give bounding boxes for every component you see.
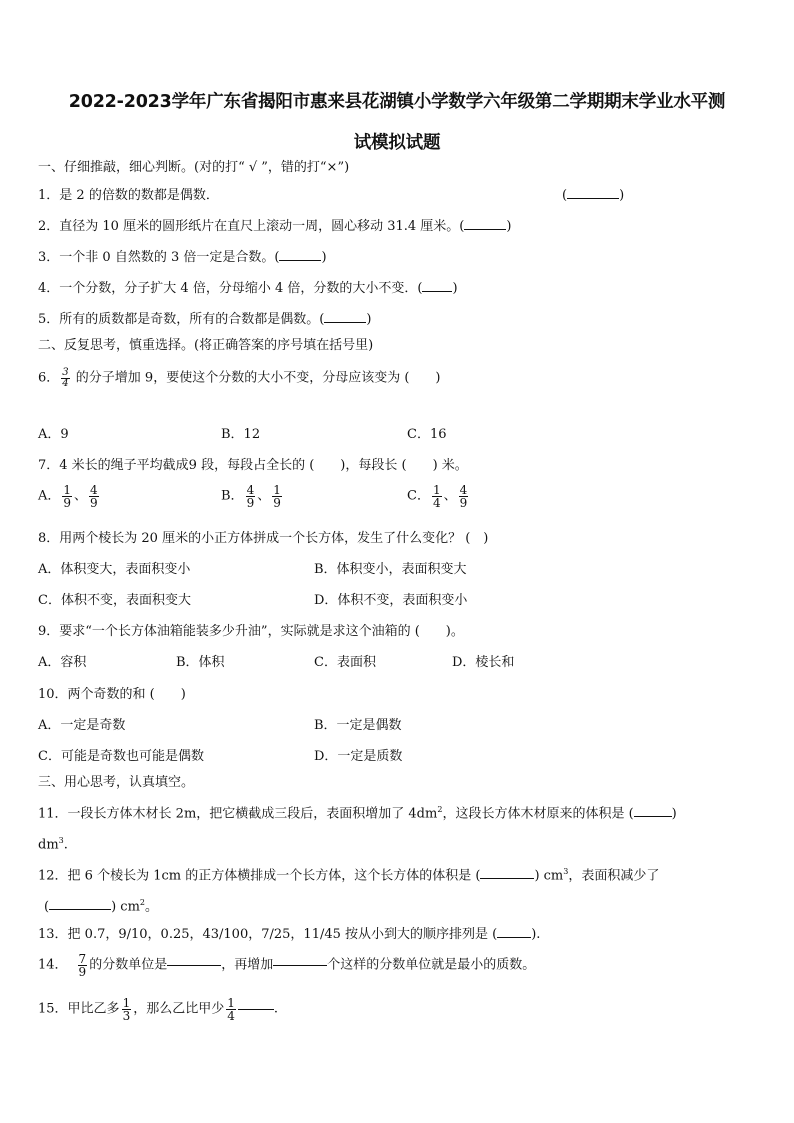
q5-number: 5．	[38, 312, 60, 327]
q7-option-b[interactable]	[221, 484, 284, 509]
q6-option-a[interactable]: A．9	[38, 427, 69, 442]
q15-fraction-2	[226, 997, 236, 1022]
q12-number: 12．	[38, 868, 68, 884]
q6-option-b[interactable]: B．12	[221, 427, 261, 442]
q4-number: 4．	[38, 281, 60, 296]
q10-option-d[interactable]: D．一定是质数	[314, 749, 403, 764]
q7-a-f1-denominator: 9	[63, 496, 72, 510]
q14-number: 14．	[38, 957, 68, 973]
q14-fraction-denominator: 9	[78, 965, 87, 979]
q14-fraction	[78, 953, 88, 978]
question-9	[38, 623, 464, 641]
q15-f2-denominator: 4	[227, 1009, 235, 1023]
q10-option-a[interactable]: A．一定是奇数	[38, 718, 126, 733]
q7-a-f2-denominator: 9	[90, 496, 98, 510]
question-8	[38, 530, 488, 548]
q7-option-b-label: B．	[221, 488, 244, 504]
q7-c-f1-numerator: 1	[432, 483, 441, 497]
q13-text: 把 0.7，9/10，0.25，43/100，7/25，11/45 按从小到大的顺序排列是 (	[67, 927, 498, 942]
question-2	[38, 218, 511, 236]
q7-b-fraction-1	[246, 484, 256, 509]
question-14	[38, 953, 535, 978]
question-3	[38, 249, 327, 267]
q1-number: 1．	[38, 188, 60, 203]
question-6	[38, 368, 440, 389]
q6-fraction	[61, 368, 69, 389]
q15-f1-numerator: 1	[122, 996, 131, 1010]
q11-text-2: ，这段长方体木材原来的体积是 (	[442, 806, 634, 822]
q12-text: 把 6 个棱长为 1cm 的正方体横排成一个长方体，这个长方体的体积是 (	[67, 868, 481, 884]
q11-number: 11．	[38, 806, 68, 822]
q15-fraction-1	[122, 997, 132, 1022]
section1-heading: 一、仔细推敲，细心判断。(对的打“ √ ”，错的打“×”)	[38, 160, 350, 175]
q13-number: 13．	[38, 927, 68, 942]
q12-line-2	[44, 894, 158, 916]
q5-text: 所有的质数都是奇数，所有的合数都是偶数。(	[59, 312, 325, 327]
q14-answer-blank-2[interactable]	[273, 965, 327, 966]
q6-option-c[interactable]: C．16	[407, 427, 447, 442]
q7-c-f2-numerator: 4	[459, 483, 468, 497]
q11-unit-tail: .	[63, 837, 68, 853]
q8-number: 8．	[38, 531, 60, 546]
q7-a-f1-numerator: 1	[63, 483, 72, 497]
question-13	[38, 926, 540, 944]
q6-fraction-denominator: 4	[62, 378, 69, 389]
q11-unit-superscript: 3	[58, 836, 64, 845]
question-10	[38, 686, 186, 704]
q15-text: 甲比乙多	[67, 1001, 120, 1017]
q7-c-separator: 、	[443, 488, 457, 504]
q9-option-c[interactable]: C．表面积	[314, 655, 376, 670]
q7-option-c-label: C．	[407, 488, 430, 504]
q3-answer-blank[interactable]	[279, 260, 321, 261]
q1-text: 是 2 的倍数的数都是偶数．	[59, 188, 219, 203]
q9-option-d[interactable]: D．棱长和	[452, 655, 515, 670]
q14-text-2: ，再增加	[221, 957, 274, 973]
q2-paren-close: )	[506, 219, 512, 234]
q13-paren-close: ).	[531, 927, 541, 942]
question-12	[38, 863, 659, 885]
section2-heading: 二、反复思考，慎重选择。(将正确答案的序号填在括号里)	[38, 338, 374, 353]
question-1	[38, 187, 219, 205]
q1-paren-open: (	[562, 188, 568, 203]
q7-b-f2-denominator: 9	[273, 496, 281, 510]
q8-option-b[interactable]: B．体积变小，表面积变大	[314, 562, 467, 577]
q9-text: 要求“一个长方体油箱能装多少升油”，实际就是求这个油箱的 ( )。	[59, 624, 464, 639]
q3-text: 一个非 0 自然数的 3 倍一定是合数。(	[59, 250, 280, 265]
q7-b-f2-numerator: 1	[273, 483, 281, 497]
q12-unit-2: ) cm	[111, 899, 140, 915]
q2-text: 直径为 10 厘米的圆形纸片在直尺上滚动一周，圆心移动 31.4 厘米。(	[59, 219, 465, 234]
q12-text-2: ，表面积减少了	[568, 868, 660, 884]
q7-a-fraction-1	[62, 484, 72, 509]
q3-paren-close: )	[321, 250, 327, 265]
q7-text: 4 米长的绳子平均截成9 段，每段占全长的 ( )，每段长 ( ) 米。	[59, 458, 468, 473]
q9-option-a[interactable]: A．容积	[38, 655, 87, 670]
q14-answer-blank-1[interactable]	[167, 965, 221, 966]
q7-option-a-label: A．	[38, 488, 61, 504]
q12-answer-blank-2[interactable]	[49, 909, 111, 910]
q4-answer-blank[interactable]	[422, 291, 452, 292]
q7-a-fraction-2	[89, 484, 99, 509]
q7-b-separator: 、	[257, 488, 271, 504]
q11-answer-blank[interactable]	[634, 816, 672, 817]
q7-b-f1-numerator: 4	[246, 483, 255, 497]
q8-option-d[interactable]: D．体积不变，表面积变小	[314, 593, 468, 608]
q7-c-f1-denominator: 4	[432, 496, 441, 510]
q8-option-c[interactable]: C．体积不变，表面积变大	[38, 593, 191, 608]
q7-option-c[interactable]	[407, 484, 470, 509]
q6-number: 6．	[38, 370, 60, 386]
q11-text: 一段长方体木材长 2m，把它横截成三段后，表面积增加了 4dm	[67, 806, 438, 822]
page-title-line1: 2022-2023学年广东省揭阳市惠来县花湖镇小学数学六年级第二学期期末学业水平测	[68, 92, 726, 112]
q3-number: 3．	[38, 250, 60, 265]
q11-unit	[38, 832, 68, 854]
question-5	[38, 311, 371, 329]
q8-text: 用两个棱长为 20 厘米的小正方体拼成一个长方体，发生了什么变化？ ( )	[59, 531, 489, 546]
question-7	[38, 457, 468, 475]
section3-heading: 三、用心思考，认真填空。	[38, 775, 195, 790]
q10-option-b[interactable]: B．一定是偶数	[314, 718, 402, 733]
q11-superscript: 2	[437, 805, 443, 814]
q11-unit-text: dm	[38, 837, 59, 853]
question-4	[38, 280, 458, 298]
q5-paren-close: )	[366, 312, 372, 327]
q9-option-b[interactable]: B．体积	[176, 655, 225, 670]
q4-paren-close: )	[452, 281, 458, 296]
q1-answer-blank[interactable]	[562, 187, 624, 205]
q2-number: 2．	[38, 219, 60, 234]
q12-unit: ) cm	[534, 868, 564, 884]
q7-b-fraction-2	[272, 484, 282, 509]
q15-number: 15．	[38, 1001, 68, 1017]
q1-paren-close: )	[619, 188, 625, 203]
q7-c-fraction-2	[459, 484, 469, 509]
q12-superscript: 3	[563, 867, 569, 876]
q15-f1-denominator: 3	[122, 1009, 131, 1023]
question-15	[38, 997, 278, 1022]
q5-answer-blank[interactable]	[324, 322, 366, 323]
q2-answer-blank[interactable]	[464, 229, 506, 230]
q7-a-f2-numerator: 4	[90, 483, 98, 497]
q13-answer-blank[interactable]	[497, 937, 531, 938]
q15-text-2: ，那么乙比甲少	[133, 1001, 225, 1017]
page-title-line2: 试模拟试题	[353, 133, 441, 153]
q15-f2-numerator: 1	[227, 996, 235, 1010]
q12-paren-open-2: (	[44, 899, 50, 915]
q6-text: 的分子增加 9，要使这个分数的大小不变，分母应该变为 ( )	[75, 370, 441, 386]
q7-b-f1-denominator: 9	[246, 496, 255, 510]
q4-text: 一个分数，分子扩大 4 倍，分母缩小 4 倍，分数的大小不变．(	[59, 281, 423, 296]
question-11	[38, 801, 677, 823]
q8-option-a[interactable]: A．体积变大，表面积变小	[38, 562, 191, 577]
q7-c-fraction-1	[432, 484, 442, 509]
q6-fraction-numerator: 3	[62, 367, 69, 378]
q7-c-f2-denominator: 9	[459, 496, 468, 510]
q11-paren-close: )	[671, 806, 677, 822]
q12-answer-blank-1[interactable]	[480, 878, 534, 879]
q12-tail: 。	[144, 899, 158, 915]
q14-fraction-numerator: 7	[78, 952, 87, 966]
q14-text: 的分数单位是	[89, 957, 168, 973]
q14-text-3: 个这样的分数单位就是最小的质数。	[327, 957, 536, 973]
q10-option-c[interactable]: C．可能是奇数也可能是偶数	[38, 749, 204, 764]
q12-superscript-2: 2	[139, 898, 145, 907]
q7-a-separator: 、	[74, 488, 88, 504]
q10-text: 两个奇数的和 ( )	[67, 687, 186, 702]
q15-tail: .	[273, 1001, 278, 1017]
q10-number: 10．	[38, 687, 68, 702]
q15-answer-blank[interactable]	[238, 1009, 274, 1010]
q9-number: 9．	[38, 624, 60, 639]
q7-option-a[interactable]	[38, 484, 101, 509]
q7-number: 7．	[38, 458, 60, 473]
